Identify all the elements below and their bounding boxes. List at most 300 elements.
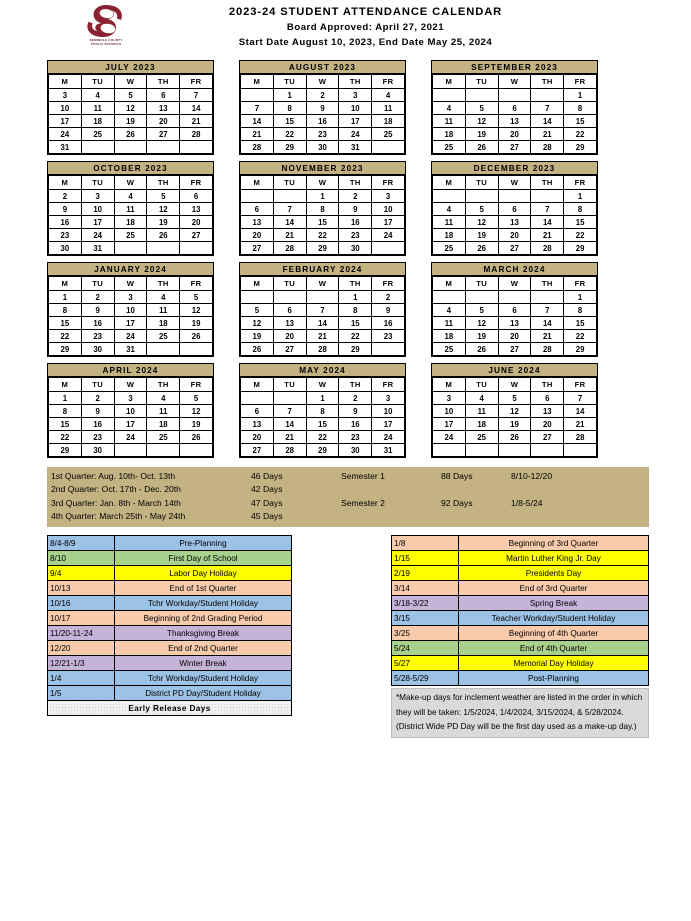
day-cell[interactable]: 7 (306, 304, 339, 317)
day-cell[interactable]: 17 (339, 115, 372, 128)
day-cell[interactable]: 26 (114, 128, 147, 141)
legend-date: 5/28-5/29 (392, 671, 459, 686)
day-cell[interactable]: 13 (180, 203, 213, 216)
day-cell[interactable]: 24 (372, 229, 405, 242)
day-cell[interactable]: 23 (339, 229, 372, 242)
legend-row-early-release (48, 701, 292, 716)
weekday-header: TU (465, 378, 498, 392)
day-cell[interactable]: 1 (564, 89, 597, 102)
day-cell[interactable]: 26 (465, 343, 498, 356)
day-cell[interactable]: 29 (49, 444, 82, 457)
day-cell[interactable]: 14 (180, 102, 213, 115)
day-cell[interactable]: 9 (306, 102, 339, 115)
day-cell[interactable]: 20 (180, 216, 213, 229)
day-cell[interactable]: 25 (114, 229, 147, 242)
day-cell[interactable]: 7 (531, 304, 564, 317)
day-cell[interactable]: 3 (114, 291, 147, 304)
day-cell[interactable]: 14 (531, 317, 564, 330)
day-cell[interactable]: 1 (564, 190, 597, 203)
day-cell[interactable]: 12 (147, 203, 180, 216)
day-cell[interactable]: 22 (49, 330, 82, 343)
day-cell[interactable]: 10 (372, 203, 405, 216)
legend-date: 2/19 (392, 566, 459, 581)
day-cell[interactable]: 18 (433, 128, 466, 141)
day-cell[interactable]: 5 (465, 304, 498, 317)
day-cell[interactable]: 26 (498, 431, 531, 444)
day-cell[interactable]: 29 (564, 141, 597, 154)
early-release-label: Early Release Days (48, 701, 292, 716)
day-cell[interactable]: 29 (564, 343, 597, 356)
day-cell[interactable]: 20 (531, 418, 564, 431)
day-cell[interactable]: 25 (465, 431, 498, 444)
day-cell[interactable]: 27 (498, 141, 531, 154)
day-cell[interactable]: 3 (433, 392, 466, 405)
day-cell[interactable]: 18 (114, 216, 147, 229)
day-cell[interactable]: 21 (273, 229, 306, 242)
day-cell[interactable]: 12 (498, 405, 531, 418)
day-cell[interactable]: 18 (465, 418, 498, 431)
day-cell[interactable]: 24 (339, 128, 372, 141)
day-cell[interactable]: 27 (498, 343, 531, 356)
week-row (49, 89, 213, 102)
day-cell[interactable]: 16 (372, 317, 405, 330)
day-cell[interactable]: 28 (531, 242, 564, 255)
day-cell[interactable]: 11 (372, 102, 405, 115)
day-cell[interactable]: 12 (241, 317, 274, 330)
day-cell[interactable]: 14 (306, 317, 339, 330)
legend-date: 3/14 (392, 581, 459, 596)
day-cell[interactable]: 29 (49, 343, 82, 356)
day-cell[interactable]: 1 (273, 89, 306, 102)
day-cell[interactable]: 6 (498, 203, 531, 216)
day-cell[interactable]: 18 (433, 330, 466, 343)
day-cell[interactable]: 11 (433, 317, 466, 330)
day-cell[interactable]: 29 (273, 141, 306, 154)
weekday-header: W (306, 277, 339, 291)
day-cell[interactable]: 8 (564, 203, 597, 216)
day-cell[interactable]: 28 (180, 128, 213, 141)
day-cell[interactable]: 1 (49, 392, 82, 405)
day-cell[interactable]: 5 (180, 291, 213, 304)
day-cell[interactable]: 1 (564, 291, 597, 304)
day-cell[interactable]: 28 (273, 242, 306, 255)
empty-day-cell (531, 291, 564, 304)
day-cell[interactable]: 7 (564, 392, 597, 405)
day-cell[interactable]: 3 (81, 190, 114, 203)
day-cell[interactable]: 9 (339, 405, 372, 418)
day-cell[interactable]: 31 (339, 141, 372, 154)
day-cell[interactable]: 11 (433, 115, 466, 128)
weekday-header: TU (273, 75, 306, 89)
day-cell[interactable]: 14 (531, 216, 564, 229)
empty-day-cell (372, 242, 405, 255)
day-cell[interactable]: 7 (273, 405, 306, 418)
day-cell[interactable]: 11 (433, 216, 466, 229)
day-cell[interactable]: 20 (498, 229, 531, 242)
day-cell[interactable]: 27 (498, 242, 531, 255)
day-cell[interactable]: 14 (273, 418, 306, 431)
day-cell[interactable]: 8 (273, 102, 306, 115)
day-cell[interactable]: 10 (114, 405, 147, 418)
day-cell[interactable]: 6 (273, 304, 306, 317)
day-cell[interactable]: 10 (81, 203, 114, 216)
day-cell[interactable]: 5 (241, 304, 274, 317)
day-cell[interactable]: 31 (372, 444, 405, 457)
day-cell[interactable]: 22 (339, 330, 372, 343)
day-cell[interactable]: 29 (564, 242, 597, 255)
day-cell[interactable]: 20 (147, 115, 180, 128)
day-cell[interactable]: 30 (49, 242, 82, 255)
day-cell[interactable]: 5 (147, 190, 180, 203)
day-cell[interactable]: 16 (81, 317, 114, 330)
day-cell[interactable]: 17 (114, 418, 147, 431)
day-cell[interactable]: 20 (241, 229, 274, 242)
week-row (241, 141, 405, 154)
day-cell[interactable]: 22 (306, 431, 339, 444)
day-cell[interactable]: 5 (498, 392, 531, 405)
day-cell[interactable]: 25 (433, 242, 466, 255)
day-cell[interactable]: 29 (306, 444, 339, 457)
empty-day-cell (147, 444, 180, 457)
weekday-header: TH (147, 277, 180, 291)
day-cell[interactable]: 15 (49, 317, 82, 330)
day-cell[interactable]: 30 (81, 343, 114, 356)
day-cell[interactable]: 5 (465, 102, 498, 115)
day-cell[interactable]: 14 (531, 115, 564, 128)
day-cell[interactable]: 6 (498, 304, 531, 317)
day-cell[interactable]: 4 (433, 203, 466, 216)
day-cell[interactable]: 11 (81, 102, 114, 115)
day-cell[interactable]: 5 (465, 203, 498, 216)
day-cell[interactable]: 4 (465, 392, 498, 405)
empty-day-cell (114, 141, 147, 154)
day-cell[interactable]: 2 (81, 392, 114, 405)
day-cell[interactable]: 27 (147, 128, 180, 141)
day-cell[interactable]: 8 (49, 304, 82, 317)
day-cell[interactable]: 15 (564, 216, 597, 229)
day-cell[interactable]: 13 (147, 102, 180, 115)
day-cell[interactable]: 3 (372, 392, 405, 405)
day-cell[interactable]: 25 (81, 128, 114, 141)
day-cell[interactable]: 6 (241, 203, 274, 216)
day-cell[interactable]: 30 (306, 141, 339, 154)
day-cell[interactable]: 9 (81, 304, 114, 317)
day-cell[interactable]: 20 (241, 431, 274, 444)
day-cell[interactable]: 10 (339, 102, 372, 115)
day-cell[interactable]: 17 (114, 317, 147, 330)
day-cell[interactable]: 13 (498, 115, 531, 128)
day-cell[interactable]: 26 (465, 242, 498, 255)
day-cell[interactable]: 23 (81, 330, 114, 343)
day-cell[interactable]: 19 (114, 115, 147, 128)
day-cell[interactable]: 12 (180, 405, 213, 418)
day-cell[interactable]: 24 (81, 229, 114, 242)
day-cell[interactable]: 16 (306, 115, 339, 128)
day-cell[interactable]: 11 (465, 405, 498, 418)
day-cell[interactable]: 27 (180, 229, 213, 242)
day-cell[interactable]: 4 (147, 392, 180, 405)
day-cell[interactable]: 31 (81, 242, 114, 255)
day-cell[interactable]: 12 (465, 317, 498, 330)
week-row (433, 304, 597, 317)
day-cell[interactable]: 21 (306, 330, 339, 343)
day-cell[interactable]: 7 (531, 203, 564, 216)
day-cell[interactable]: 28 (241, 141, 274, 154)
day-cell[interactable]: 19 (465, 229, 498, 242)
day-cell[interactable]: 23 (49, 229, 82, 242)
day-cell[interactable]: 11 (114, 203, 147, 216)
day-cell[interactable]: 17 (372, 216, 405, 229)
day-cell[interactable]: 21 (564, 418, 597, 431)
weekday-header: FR (564, 277, 597, 291)
day-cell[interactable]: 2 (49, 190, 82, 203)
day-cell[interactable]: 31 (114, 343, 147, 356)
day-cell[interactable]: 11 (147, 304, 180, 317)
day-cell[interactable]: 26 (241, 343, 274, 356)
day-cell[interactable]: 27 (273, 343, 306, 356)
day-cell[interactable]: 4 (114, 190, 147, 203)
week-row (433, 89, 597, 102)
day-cell[interactable]: 10 (114, 304, 147, 317)
week-row (433, 102, 597, 115)
day-cell[interactable]: 25 (372, 128, 405, 141)
month-card (47, 161, 214, 256)
week-row (241, 444, 405, 457)
day-cell[interactable]: 16 (49, 216, 82, 229)
day-cell[interactable]: 26 (180, 431, 213, 444)
day-cell[interactable]: 27 (241, 242, 274, 255)
weekday-header: M (241, 75, 274, 89)
day-cell[interactable]: 17 (372, 418, 405, 431)
empty-day-cell (498, 444, 531, 457)
day-cell[interactable]: 28 (564, 431, 597, 444)
day-cell[interactable]: 26 (180, 330, 213, 343)
weekday-header: TH (339, 277, 372, 291)
day-cell[interactable]: 15 (564, 317, 597, 330)
day-cell[interactable]: 12 (465, 216, 498, 229)
day-cell[interactable]: 4 (372, 89, 405, 102)
day-cell[interactable]: 7 (273, 203, 306, 216)
day-cell[interactable]: 30 (81, 444, 114, 457)
month-title: OCTOBER 2023 (48, 162, 213, 175)
day-cell[interactable]: 19 (180, 418, 213, 431)
day-cell[interactable]: 8 (306, 203, 339, 216)
day-cell[interactable]: 7 (531, 102, 564, 115)
week-row (49, 242, 213, 255)
day-cell[interactable]: 9 (49, 203, 82, 216)
day-cell[interactable]: 24 (433, 431, 466, 444)
week-row (241, 330, 405, 343)
day-cell[interactable]: 19 (241, 330, 274, 343)
day-cell[interactable]: 13 (273, 317, 306, 330)
day-cell[interactable]: 12 (180, 304, 213, 317)
day-cell[interactable]: 13 (241, 418, 274, 431)
day-cell[interactable]: 6 (531, 392, 564, 405)
day-cell[interactable]: 1 (49, 291, 82, 304)
day-cell[interactable]: 1 (306, 392, 339, 405)
quarter-row (51, 510, 649, 523)
day-cell[interactable]: 3 (339, 89, 372, 102)
day-cell[interactable]: 31 (49, 141, 82, 154)
day-cell[interactable]: 11 (147, 405, 180, 418)
day-cell[interactable]: 9 (339, 203, 372, 216)
day-cell[interactable]: 18 (433, 229, 466, 242)
day-cell[interactable]: 14 (273, 216, 306, 229)
day-cell[interactable]: 28 (531, 141, 564, 154)
day-cell[interactable]: 18 (147, 418, 180, 431)
day-cell[interactable]: 13 (531, 405, 564, 418)
day-cell[interactable]: 2 (339, 190, 372, 203)
day-cell[interactable]: 1 (339, 291, 372, 304)
day-cell[interactable]: 22 (306, 229, 339, 242)
day-cell[interactable]: 4 (147, 291, 180, 304)
day-cell[interactable]: 14 (564, 405, 597, 418)
day-cell[interactable]: 5 (114, 89, 147, 102)
day-cell[interactable]: 10 (372, 405, 405, 418)
day-cell[interactable]: 25 (147, 431, 180, 444)
day-cell[interactable]: 15 (273, 115, 306, 128)
day-cell[interactable]: 21 (531, 330, 564, 343)
day-cell[interactable]: 15 (339, 317, 372, 330)
day-cell[interactable]: 6 (180, 190, 213, 203)
day-cell[interactable]: 22 (564, 330, 597, 343)
weekday-header: TU (465, 75, 498, 89)
day-cell[interactable]: 12 (465, 115, 498, 128)
weekday-header: FR (564, 176, 597, 190)
day-cell[interactable]: 8 (49, 405, 82, 418)
day-cell[interactable]: 24 (372, 431, 405, 444)
day-cell[interactable]: 20 (273, 330, 306, 343)
day-cell[interactable]: 6 (241, 405, 274, 418)
day-cell[interactable]: 8 (339, 304, 372, 317)
empty-day-cell (180, 242, 213, 255)
day-cell[interactable]: 19 (498, 418, 531, 431)
day-cell[interactable]: 27 (241, 444, 274, 457)
day-cell[interactable]: 28 (531, 343, 564, 356)
day-cell[interactable]: 7 (241, 102, 274, 115)
day-cell[interactable]: 22 (564, 128, 597, 141)
day-cell[interactable]: 10 (433, 405, 466, 418)
day-cell[interactable]: 24 (114, 330, 147, 343)
day-cell[interactable]: 9 (372, 304, 405, 317)
day-cell[interactable]: 17 (49, 115, 82, 128)
day-cell[interactable]: 21 (180, 115, 213, 128)
day-cell[interactable]: 19 (465, 330, 498, 343)
day-cell[interactable]: 20 (498, 330, 531, 343)
day-cell[interactable]: 15 (306, 216, 339, 229)
legend-row (392, 596, 649, 611)
legend-table-left (47, 535, 292, 716)
day-cell[interactable]: 8 (306, 405, 339, 418)
day-cell[interactable]: 17 (433, 418, 466, 431)
day-cell[interactable]: 17 (81, 216, 114, 229)
week-row (49, 343, 213, 356)
day-cell[interactable]: 16 (339, 418, 372, 431)
day-cell[interactable]: 1 (306, 190, 339, 203)
district-logo (78, 3, 134, 51)
day-cell[interactable]: 27 (531, 431, 564, 444)
day-cell[interactable]: 25 (433, 343, 466, 356)
day-cell[interactable]: 3 (114, 392, 147, 405)
day-cell[interactable]: 15 (564, 115, 597, 128)
day-cell[interactable]: 8 (564, 304, 597, 317)
day-cell[interactable]: 21 (531, 229, 564, 242)
day-cell[interactable]: 16 (81, 418, 114, 431)
day-cell[interactable]: 19 (180, 317, 213, 330)
day-cell[interactable]: 8 (564, 102, 597, 115)
day-cell[interactable]: 24 (114, 431, 147, 444)
day-cell[interactable]: 18 (81, 115, 114, 128)
day-cell[interactable]: 25 (147, 330, 180, 343)
page-header (0, 0, 691, 56)
day-cell[interactable]: 26 (465, 141, 498, 154)
day-cell[interactable]: 21 (531, 128, 564, 141)
day-cell[interactable]: 4 (433, 102, 466, 115)
day-cell[interactable]: 15 (306, 418, 339, 431)
day-cell[interactable]: 4 (433, 304, 466, 317)
day-cell[interactable]: 25 (433, 141, 466, 154)
day-cell[interactable]: 18 (372, 115, 405, 128)
day-cell[interactable]: 24 (49, 128, 82, 141)
legend-row (392, 581, 649, 596)
day-cell[interactable]: 23 (306, 128, 339, 141)
day-cell[interactable]: 4 (81, 89, 114, 102)
day-cell[interactable]: 2 (81, 291, 114, 304)
day-cell[interactable]: 23 (81, 431, 114, 444)
day-cell[interactable]: 19 (147, 216, 180, 229)
day-cell[interactable]: 13 (498, 317, 531, 330)
day-cell[interactable]: 3 (49, 89, 82, 102)
day-cell[interactable]: 12 (114, 102, 147, 115)
day-cell[interactable]: 15 (49, 418, 82, 431)
day-cell[interactable]: 3 (372, 190, 405, 203)
day-cell[interactable]: 21 (273, 431, 306, 444)
weekday-header: M (433, 277, 466, 291)
day-cell[interactable]: 30 (339, 242, 372, 255)
day-cell[interactable]: 2 (306, 89, 339, 102)
day-cell[interactable]: 29 (339, 343, 372, 356)
day-cell[interactable]: 9 (81, 405, 114, 418)
weekday-header: W (114, 378, 147, 392)
day-cell[interactable]: 28 (306, 343, 339, 356)
day-cell[interactable]: 6 (498, 102, 531, 115)
day-cell[interactable]: 23 (339, 431, 372, 444)
day-cell[interactable]: 2 (372, 291, 405, 304)
week-row (433, 229, 597, 242)
day-cell[interactable]: 16 (339, 216, 372, 229)
day-cell[interactable]: 30 (339, 444, 372, 457)
day-cell[interactable]: 26 (147, 229, 180, 242)
day-cell[interactable]: 18 (147, 317, 180, 330)
day-cell[interactable]: 13 (498, 216, 531, 229)
day-cell[interactable]: 19 (465, 128, 498, 141)
day-cell[interactable]: 29 (306, 242, 339, 255)
day-cell[interactable]: 7 (180, 89, 213, 102)
day-cell[interactable]: 22 (49, 431, 82, 444)
day-cell[interactable]: 22 (564, 229, 597, 242)
day-cell[interactable]: 22 (273, 128, 306, 141)
day-cell[interactable]: 13 (241, 216, 274, 229)
day-cell[interactable]: 28 (273, 444, 306, 457)
day-cell[interactable]: 23 (372, 330, 405, 343)
day-cell[interactable]: 20 (498, 128, 531, 141)
day-cell[interactable]: 14 (241, 115, 274, 128)
day-cell[interactable]: 5 (180, 392, 213, 405)
day-cell[interactable]: 10 (49, 102, 82, 115)
day-cell[interactable]: 2 (339, 392, 372, 405)
day-cell[interactable]: 21 (241, 128, 274, 141)
day-cell[interactable]: 6 (147, 89, 180, 102)
